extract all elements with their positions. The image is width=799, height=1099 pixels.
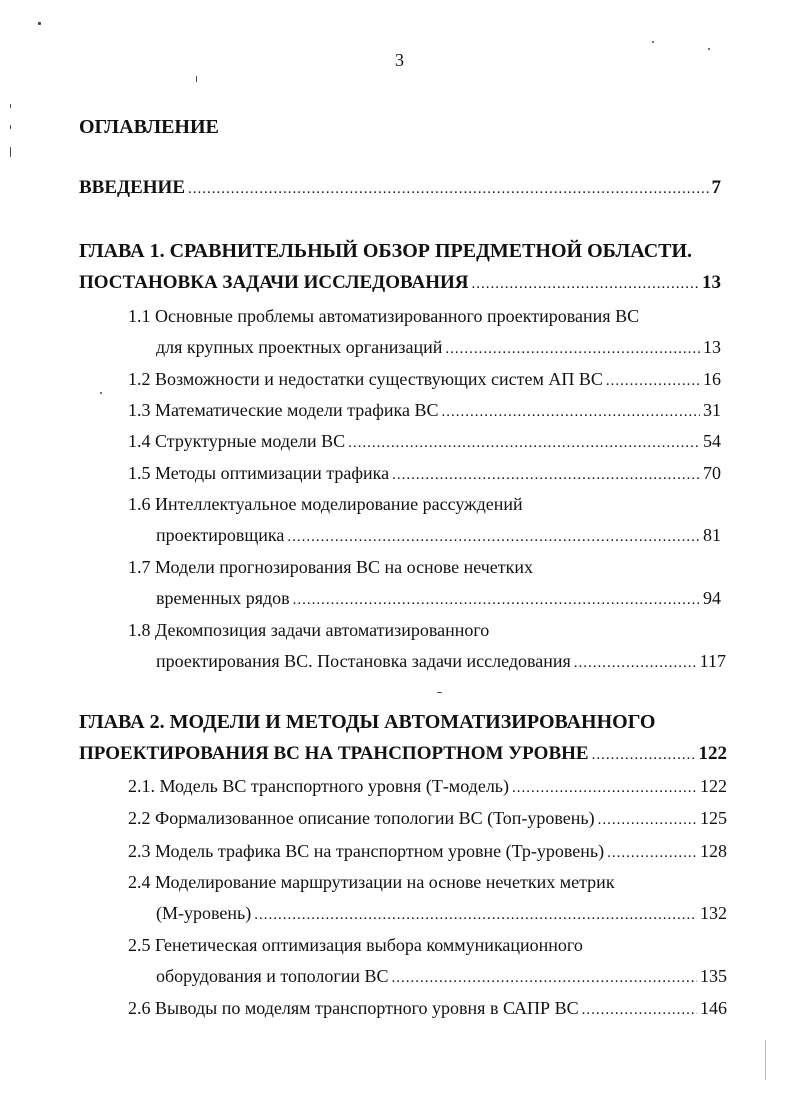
- toc-entry-label: проектирования ВС. Постановка задачи исследования: [156, 651, 571, 671]
- chapter-1-title: ГЛАВА 1. СРАВНИТЕЛЬНЫЙ ОБЗОР ПРЕДМЕТНОЙ ОБЛАСТИ.: [79, 240, 693, 262]
- toc-page-number: 81: [703, 525, 721, 545]
- dot-leader: [592, 742, 696, 768]
- toc-entry-label: 2.3 Модель трафика ВС на транспортном уровне (Тр-уровень): [128, 841, 605, 861]
- toc-page-number: 122: [698, 743, 727, 764]
- toc-entry-2-5-line1: 2.5 Генетическая оптимизация выбора коммуникационного: [128, 935, 583, 955]
- toc-page-number: 31: [703, 400, 721, 420]
- toc-page-number: 135: [700, 966, 727, 986]
- toc-entry-chapter-2[interactable]: [79, 741, 727, 767]
- toc-page-number: 13: [702, 272, 721, 293]
- toc-entry-1-7-line1: 1.7 Модели прогнозирования ВС на основе нечетких: [128, 557, 534, 577]
- dot-leader: [607, 840, 697, 866]
- page-number: 3: [395, 50, 404, 70]
- toc-entry-chapter-1[interactable]: [79, 270, 721, 296]
- toc-page-number: 128: [700, 841, 727, 861]
- toc-entry-label: 1.5 Методы оптимизации трафика: [128, 463, 390, 483]
- toc-entry-label: 2.2 Формализованное описание топологии ВС (Топ-уровень): [128, 808, 595, 828]
- dot-leader: [188, 176, 709, 202]
- dot-leader: [606, 368, 700, 394]
- toc-entry-label: 1.3 Математические модели трафика ВС: [128, 400, 439, 420]
- toc-page-number: 7: [711, 177, 721, 198]
- toc-entry-1-4[interactable]: [128, 428, 721, 454]
- dot-leader: [293, 587, 700, 613]
- toc-page-number: 122: [700, 776, 727, 796]
- scan-speck: [708, 48, 710, 50]
- scan-speck: [765, 1040, 766, 1080]
- toc-entry-2-5[interactable]: [156, 963, 727, 989]
- toc-entry-label: временных рядов: [156, 588, 290, 608]
- toc-entry-1-3[interactable]: [128, 397, 721, 423]
- toc-entry-label: ПРОЕКТИРОВАНИЯ ВС НА ТРАНСПОРТНОМ УРОВНЕ: [79, 743, 589, 764]
- scan-speck: [196, 76, 197, 82]
- toc-page-number: 125: [700, 808, 727, 828]
- dot-leader: [287, 524, 700, 550]
- toc-entry-1-6[interactable]: [156, 522, 721, 548]
- toc-entry-label: 2.1. Модель ВС транспортного уровня (Т-модель): [128, 776, 510, 796]
- toc-entry-1-2[interactable]: [128, 366, 721, 392]
- toc-page-number: 94: [703, 588, 721, 608]
- dot-leader: [445, 336, 700, 362]
- toc-entry-1-6-line1: 1.6 Интеллектуальное моделирование рассуждений: [128, 494, 523, 514]
- toc-entry-label: проектировщика: [156, 525, 285, 545]
- toc-entry-label: (М-уровень): [156, 903, 252, 923]
- scan-speck: [10, 147, 11, 157]
- dot-leader: [574, 650, 697, 676]
- toc-page-number: 54: [703, 431, 721, 451]
- toc-page-number: 70: [703, 463, 721, 483]
- toc-page-number: 117: [699, 651, 726, 671]
- chapter-2-title: ГЛАВА 2. МОДЕЛИ И МЕТОДЫ АВТОМАТИЗИРОВАННОГО: [79, 711, 656, 733]
- scan-speck: [38, 22, 41, 25]
- dot-leader: [512, 775, 697, 801]
- toc-entry-label: ПОСТАНОВКА ЗАДАЧИ ИССЛЕДОВАНИЯ: [79, 272, 469, 293]
- scan-speck: [437, 692, 442, 693]
- scan-speck: [652, 41, 654, 43]
- toc-entry-label: 1.2 Возможности и недостатки существующих систем АП ВС: [128, 369, 603, 389]
- toc-entry-label: для крупных проектных организаций: [156, 337, 443, 357]
- toc-entry-2-4[interactable]: [156, 900, 727, 926]
- toc-entry-2-6[interactable]: [128, 995, 727, 1021]
- toc-entry-1-8[interactable]: [156, 648, 726, 674]
- toc-entry-intro[interactable]: [79, 175, 721, 201]
- dot-leader: [598, 807, 697, 833]
- dot-leader: [442, 399, 701, 425]
- toc-page-number: 132: [700, 903, 727, 923]
- toc-title: ОГЛАВЛЕНИЕ: [79, 116, 219, 138]
- toc-entry-2-2[interactable]: [128, 805, 727, 831]
- dot-leader: [254, 902, 697, 928]
- toc-entry-1-1-line1: 1.1 Основные проблемы автоматизированного проектирования ВС: [128, 306, 640, 326]
- toc-entry-label: 1.4 Структурные модели ВС: [128, 431, 346, 451]
- toc-entry-2-1[interactable]: [128, 773, 727, 799]
- dot-leader: [348, 430, 700, 456]
- scan-speck: [10, 125, 11, 129]
- dot-leader: [392, 965, 697, 991]
- dot-leader: [392, 462, 700, 488]
- toc-entry-1-5[interactable]: [128, 460, 721, 486]
- toc-page-number: 13: [703, 337, 721, 357]
- toc-entry-2-4-line1: 2.4 Моделирование маршрутизации на основе нечетких метрик: [128, 872, 615, 892]
- toc-page-number: 146: [700, 998, 727, 1018]
- toc-entry-1-8-line1: 1.8 Декомпозиция задачи автоматизированного: [128, 620, 490, 640]
- scan-speck: [10, 104, 11, 108]
- dot-leader: [471, 271, 699, 297]
- scan-speck: [100, 392, 102, 394]
- toc-entry-label: ВВЕДЕНИЕ: [79, 177, 185, 198]
- toc-entry-2-3[interactable]: [128, 838, 727, 864]
- toc-entry-1-1[interactable]: [156, 334, 721, 360]
- toc-entry-label: 2.6 Выводы по моделям транспортного уровня в САПР ВС: [128, 998, 579, 1018]
- toc-entry-1-7[interactable]: [156, 585, 721, 611]
- dot-leader: [582, 997, 697, 1023]
- toc-page-number: 16: [703, 369, 721, 389]
- toc-entry-label: оборудования и топологии ВС: [156, 966, 389, 986]
